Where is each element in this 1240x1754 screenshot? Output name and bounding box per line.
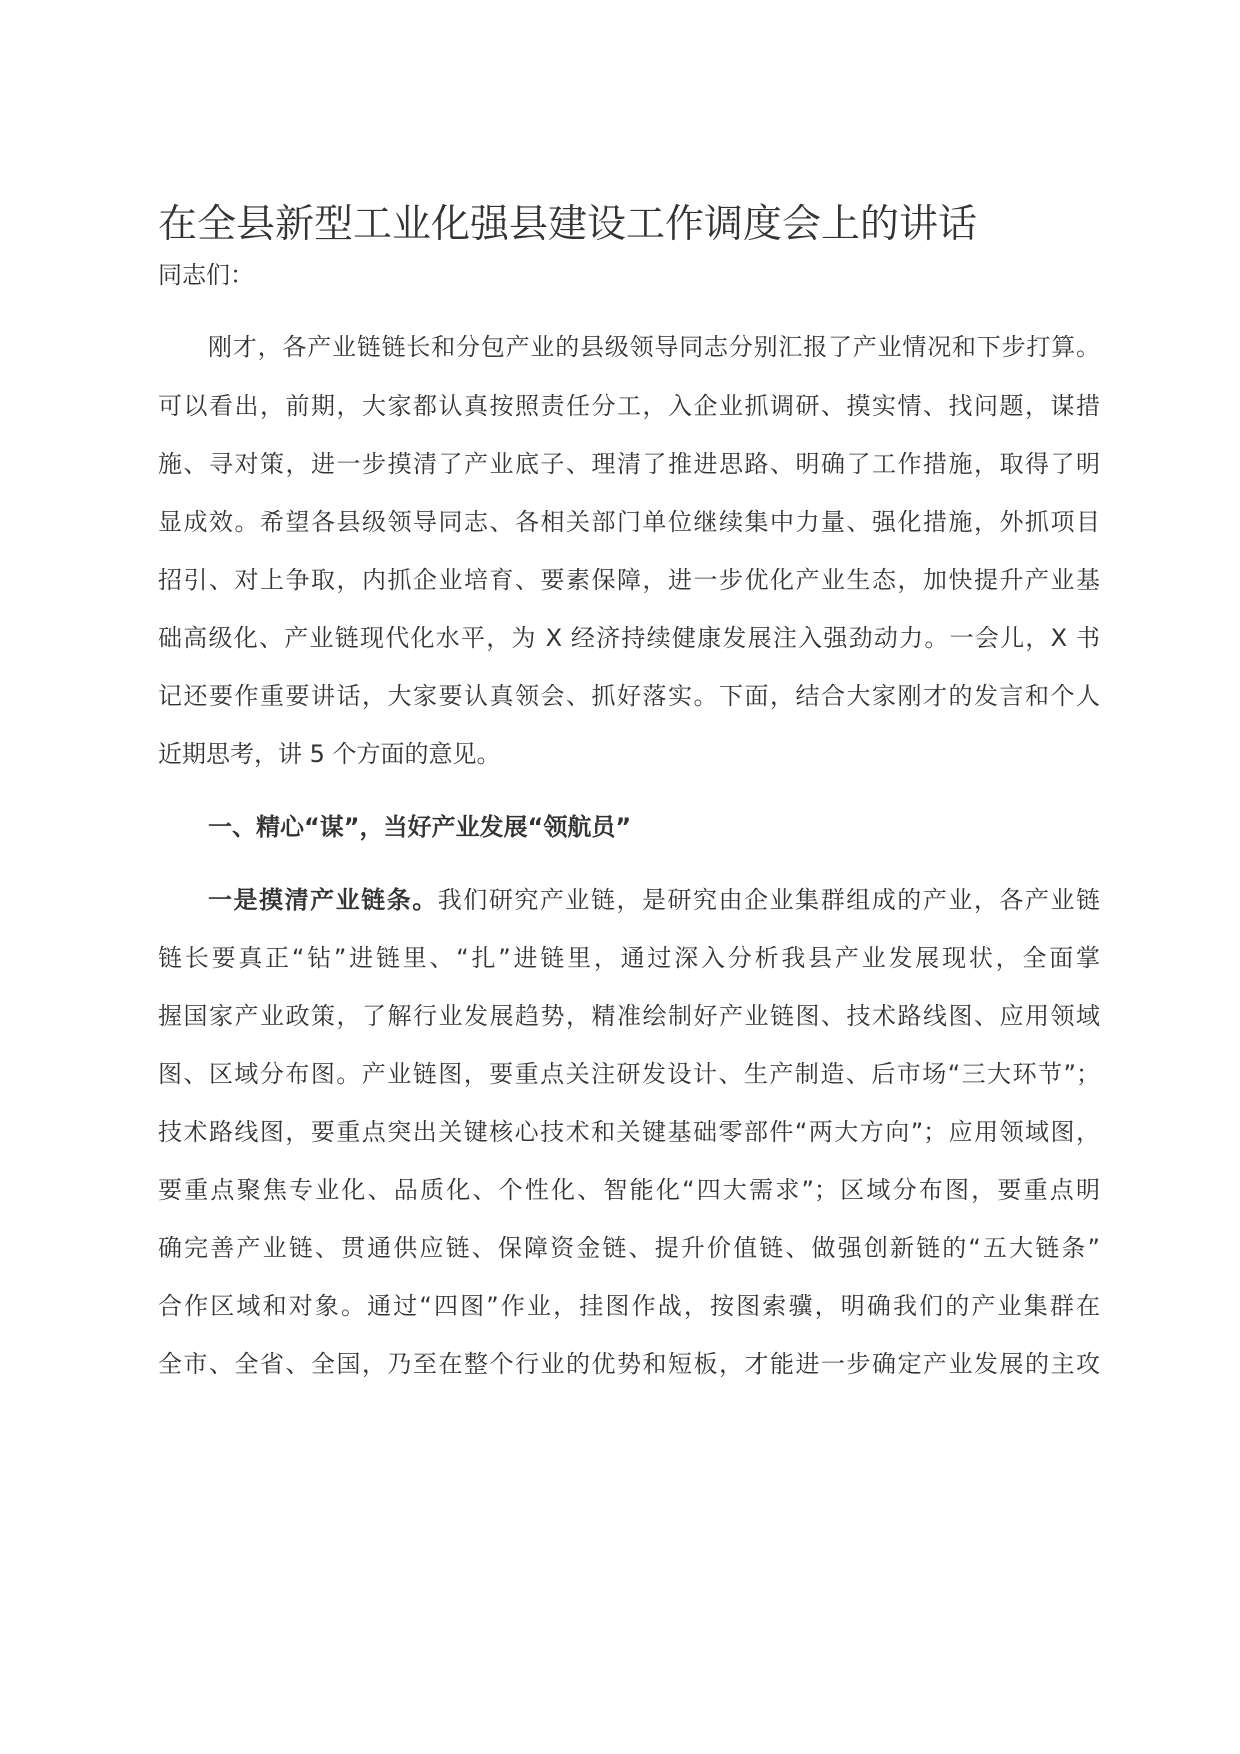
intro-line-5: 招引、对上争取，内抓企业培育、要素保障，进一步优化产业生态，加快提升产业基 bbox=[158, 566, 1100, 594]
point-one-line-6: 要重点聚焦专业化、品质化、个性化、智能化“四大需求”；区域分布图，要重点明 bbox=[158, 1176, 1100, 1204]
section-heading: 一、精心“谋”，当好产业发展“领航员” bbox=[208, 813, 632, 841]
point-one-line-7: 确完善产业链、贯通供应链、保障资金链、提升价值链、做强创新链的“五大链条” bbox=[158, 1234, 1100, 1262]
point-one-line-5: 技术路线图，要重点突出关键核心技术和关键基础零部件“两大方向”；应用领域图， bbox=[158, 1118, 1100, 1146]
point-one-first-line bbox=[208, 883, 1100, 917]
point-one-line-4: 图、区域分布图。产业链图，要重点关注研发设计、生产制造、后市场“三大环节”； bbox=[158, 1060, 1100, 1088]
point-one-line-3: 握国家产业政策，了解行业发展趋势，精准绘制好产业链图、技术路线图、应用领域 bbox=[158, 1002, 1100, 1030]
point-one-lead: 一是摸清产业链条。 bbox=[208, 886, 438, 914]
intro-line-4: 显成效。希望各县级领导同志、各相关部门单位继续集中力量、强化措施，外抓项目 bbox=[158, 508, 1100, 536]
salutation: 同志们： bbox=[158, 261, 254, 289]
intro-line-2: 可以看出，前期，大家都认真按照责任分工，入企业抓调研、摸实情、找问题，谋措 bbox=[158, 392, 1100, 420]
intro-line-8: 近期思考，讲 5 个方面的意见。 bbox=[158, 740, 501, 768]
intro-line-3: 施、寻对策，进一步摸清了产业底子、理清了推进思路、明确了工作措施，取得了明 bbox=[158, 450, 1100, 478]
point-one-line-8: 合作区域和对象。通过“四图”作业，挂图作战，按图索骥，明确我们的产业集群在 bbox=[158, 1292, 1100, 1320]
point-one-line-2: 链长要真正“钻”进链里、“扎”进链里，通过深入分析我县产业发展现状，全面掌 bbox=[158, 944, 1100, 972]
point-one-line-9: 全市、全省、全国，乃至在整个行业的优势和短板，才能进一步确定产业发展的主攻 bbox=[158, 1350, 1100, 1378]
point-one-first-line-rest: 我们研究产业链，是研究由企业集群组成的产业，各产业链 bbox=[437, 886, 1100, 914]
intro-line-6: 础高级化、产业链现代化水平，为 X 经济持续健康发展注入强劲动力。一会儿，X 书 bbox=[158, 624, 1100, 652]
intro-line-7: 记还要作重要讲话，大家要认真领会、抓好落实。下面，结合大家刚才的发言和个人 bbox=[158, 682, 1100, 710]
document-title: 在全县新型工业化强县建设工作调度会上的讲话 bbox=[158, 202, 978, 247]
intro-line-1: 刚才，各产业链链长和分包产业的县级领导同志分别汇报了产业情况和下步打算。 bbox=[208, 333, 1100, 361]
